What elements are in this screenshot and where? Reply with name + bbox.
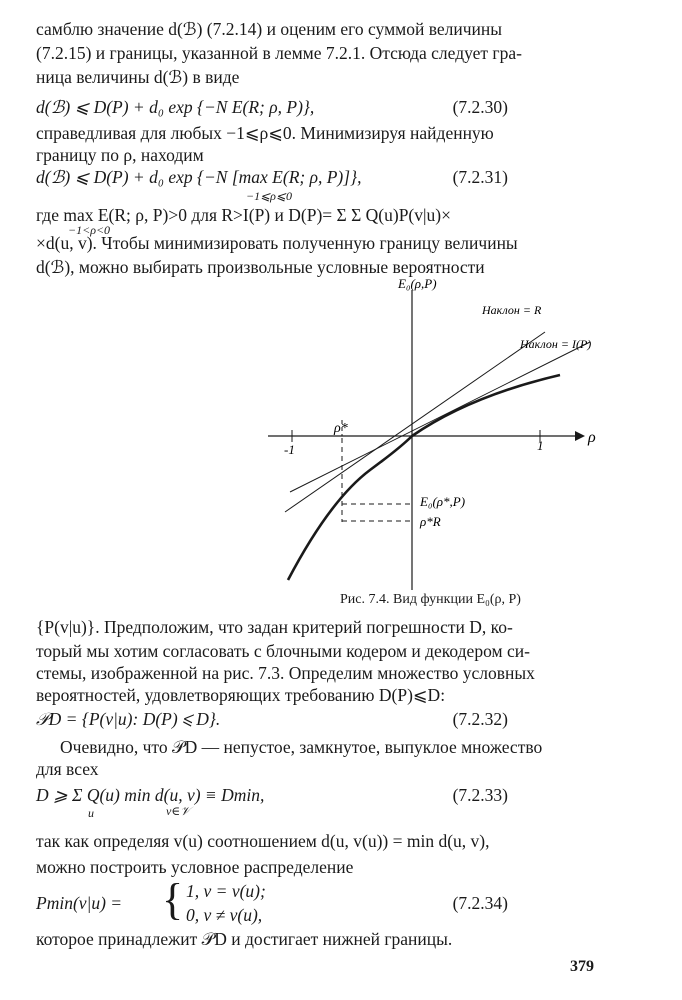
sum-subscript: u [88, 806, 94, 820]
equation-number: (7.2.30) [452, 97, 508, 117]
e0-star-label: E₀(ρ*,P) [420, 494, 466, 509]
rho-star-r-label: ρ*R [420, 514, 441, 529]
text-line: так как определяя v(u) соотношением d(u, v(u)) = min d(u, v), [36, 831, 490, 851]
case-1: 1, v = v(u); [186, 881, 266, 901]
rho-star-label: ρ* [334, 421, 348, 436]
text-line: ница величины d(ℬ) в виде [36, 67, 240, 87]
equation-number: (7.2.33) [452, 785, 508, 805]
max-subscript: −1<ρ<0 [68, 223, 111, 237]
text-line: стемы, изображенной на рис. 7.3. Определим множество условных [36, 663, 535, 683]
text-line: {P(v|u)}. Предположим, что задан критерий погрешности D, ко- [36, 617, 513, 637]
slope-r-label: Наклон = R [482, 303, 542, 317]
equation-7-2-34 [36, 875, 596, 926]
equation-body: d(ℬ) ⩽ D(P) + d₀ exp {−N E(R; ρ, P)}, [36, 97, 315, 117]
min-subscript: v∈𝒱 [166, 804, 191, 818]
text-line: которое принадлежит 𝒫D и достигает нижней границы. [36, 929, 453, 949]
text-line: где max E(R; ρ, P)>0 для R>I(P) и D(P)= Σ Σ Q(u)P(v|u)× [36, 205, 451, 225]
slope-i-line [290, 342, 590, 492]
text-line: справедливая для любых −1⩽ρ⩽0. Минимизируя найденную [36, 123, 494, 143]
text-line: d(ℬ), можно выбирать произвольные условные вероятности [36, 257, 485, 277]
x-axis-label: ρ [588, 429, 596, 446]
text-line: границу по ρ, находим [36, 145, 204, 165]
e0-curve [288, 375, 560, 580]
page-number: 379 [570, 958, 594, 975]
equation-number: (7.2.34) [452, 893, 508, 913]
equation-body: D ⩾ Σ Q(u) min d(u, v) ≡ Dmin, [36, 785, 265, 805]
y-axis-label: E₀(ρ,P) [398, 276, 437, 291]
brace: { [162, 875, 184, 924]
figure-caption: Рис. 7.4. Вид функции E₀(ρ, P) [340, 592, 521, 607]
figure-e0-function [0, 270, 682, 600]
tick-label-pos1: 1 [537, 438, 544, 453]
tick-label-neg1: -1 [284, 442, 295, 457]
equation-body: 𝒫D = {P(v|u): D(P) ⩽ D}. [36, 709, 221, 729]
max-subscript: −1⩽ρ⩽0 [246, 189, 292, 203]
equation-7-2-30 [36, 96, 596, 118]
equation-7-2-33 [36, 784, 596, 806]
case-2: 0, v ≠ v(u), [186, 905, 263, 925]
equation-body: d(ℬ) ⩽ D(P) + d₀ exp {−N [max E(R; ρ, P)]}, [36, 167, 362, 187]
slope-r-line [285, 332, 545, 512]
text-line: (7.2.15) и границы, указанной в лемме 7.2.1. Отсюда следует гра- [36, 43, 522, 63]
text-line: вероятностей, удовлетворяющих требованию D(P)⩽D: [36, 685, 446, 705]
slope-i-label: Наклон = I(P) [520, 337, 592, 351]
x-axis-arrow [575, 431, 585, 441]
text-line: ×d(u, v). Чтобы минимизировать полученную границу величины [36, 233, 518, 253]
equation-number: (7.2.31) [452, 167, 508, 187]
equation-lhs: Pmin(v|u) = [36, 893, 123, 913]
equation-number: (7.2.32) [452, 709, 508, 729]
text-line: Очевидно, что 𝒫D — непустое, замкнутое, выпуклое множество [60, 737, 543, 757]
text-line: для всех [36, 759, 99, 779]
text-line: самблю значение d(ℬ) (7.2.14) и оценим его суммой величины [36, 19, 503, 39]
text-line: торый мы хотим согласовать с блочными кодером и декодером си- [36, 641, 530, 661]
text-line: можно построить условное распределение [36, 857, 354, 877]
equation-7-2-31 [36, 166, 596, 188]
equation-7-2-32 [36, 708, 596, 730]
